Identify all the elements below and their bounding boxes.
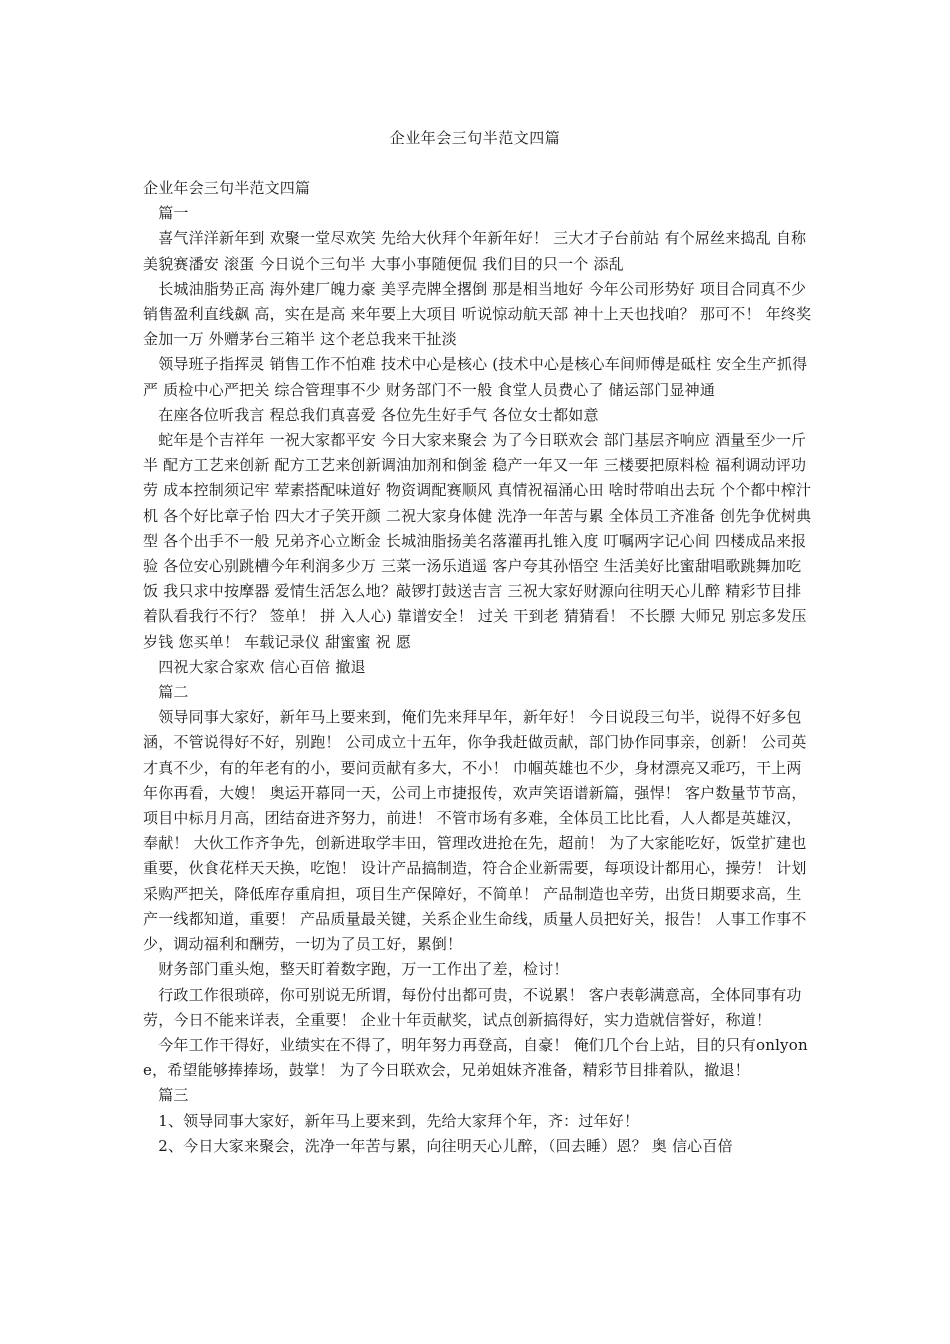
paragraph: 篇二 — [143, 683, 189, 702]
paragraph: 今年工作干得好，业绩实在不得了，明年努力再登高，自豪！ 俺们几个台上站，目的只有onlyone，希望能够捧捧场，鼓掌！ 为了今日联欢会，兄弟姐妹齐准备，精彩节目排着队，撤退！ — [143, 1035, 808, 1080]
paragraph: 领导同事大家好，新年马上要来到，俺们先来拜早年，新年好！ 今日说段三句半，说得不好多包涵，不管说得好不好，别跑！ 公司成立十五年，你争我赶做贡献，部门协作同事亲，创新！ 公司英才真不少，有的年老有的小，要问贡献有多大，不小！ 巾帼英雄也不少，身材漂亮又乖巧，干上两年你再看，大嫂！ 奥运开幕同一天，公司上市捷报传，欢声笑语谱新篇，强悍！ 客户数量节节高，项目中标月月高，团结奋进齐努力，前进！ 不管市场有多难，全体员工比比看，人人都是英雄汉，奉献！ 大伙工作齐争先，创新进取学丰田，管理改进抢在先，超前！ 为了大家能吃好，饭堂扩建也重要，伙食花样天天换，吃饱！ 设计产品搞制造，符合企业新需要，每项设计都用心，操劳！ 计划采购严把关，降低库存重肩担，项目生产保障好，不简单！ 产品制造也辛劳，出货日期要求高，生产一线都知道，重要！ 产品质量最关键，关系企业生命线，质量人员把好关，报告！ 人事工作事不少，调动福利和酬劳，一切为了员工好，累倒！ — [143, 708, 807, 954]
paragraph: 2、今日大家来聚会，洗净一年苦与累，向往明天心儿醉，（回去睡）恩？ 奥 信心百倍 — [143, 1136, 733, 1155]
paragraph: 行政工作很琐碎，你可别说无所谓，每份付出都可贵，不说累！ 客户表彰满意高，全体同事有功劳，今日不能来详表，全重要！ 企业十年贡献奖，试点创新搞得好，实力造就信誉好，称道！ — [143, 985, 802, 1029]
paragraph: 领导班子指挥灵 销售工作不怕难 技术中心是核心 (技术中心是核心车间师傅是砥柱 安全生产抓得严 质检中心严把关 综合管理事不少 财务部门不一般 食堂人员费心了 储运部门显神通 — [143, 355, 808, 399]
document-body — [143, 176, 813, 1159]
document-title: 企业年会三句半范文四篇 — [389, 129, 561, 147]
paragraph: 喜气洋洋新年到 欢聚一堂尽欢笑 先给大伙拜个年新年好！ 三大才子台前站 有个屌丝来捣乱 自称美貌赛潘安 滚蛋 今日说个三句半 大事小事随便侃 我们目的只一个 添乱 — [143, 229, 807, 273]
paragraph: 四祝大家合家欢 信心百倍 撤退 — [143, 657, 366, 676]
paragraph: 蛇年是个吉祥年 一祝大家都平安 今日大家来聚会 为了今日联欢会 部门基层齐响应 酒量至少一斤半 配方工艺来创新 配方工艺来创新调油加剂和倒釜 稳产一年又一年 三楼要把原料检 福利调动评功劳 成本控制须记牢 荤素搭配味道好 物资调配赛顺风 真情祝福涌心田 啥时带咱出去玩 个个都中榨汁机 各个好比章子怡 四大才子笑开颜 二祝大家身体健 洗净一年苦与累 全体员工齐准备 创先争优树典型 各个出手不一般 兄弟齐心立断金 长城油脂扬美名落灌再扎锥入度 叮嘱两字记心间 四楼成品来报验 各位安心别跳槽今年利润多少万 三菜一汤乐逍遥 客户夸其孙悟空 生活美好比蜜甜唱歌跳舞加吃饭 我只求中按摩器 爱情生活怎么地？敲锣打鼓送吉言 三祝大家好财源向往明天心儿醉 精彩节目排着队看我行不行？ 签单！ 拼 入人心) 靠谱安全！ 过关 干到老 猜猜看！ 不长膘 大师兄 别忘多发压岁钱 您买单！ 车载记录仪 甜蜜蜜 祝 愿 — [143, 431, 812, 651]
document-subtitle: 企业年会三句半范文四篇 — [143, 179, 311, 197]
paragraph: 篇一 — [143, 204, 189, 223]
paragraph: 在座各位听我言 程总我们真喜爱 各位先生好手气 各位女士都如意 — [143, 405, 599, 424]
paragraph: 财务部门重头炮，整天盯着数字跑，万一工作出了差，检讨！ — [143, 960, 569, 979]
paragraph: 长城油脂势正高 海外建厂魄力豪 美孚壳牌全撂倒 那是相当地好 今年公司形势好 项目合同真不少 销售盈利直线飙 高，实在是高 来年要上大项目 听说惊动航天部 神十上天也找咱？ 那可不！ 年终奖金加一万 外赠茅台三箱半 这个老总我来干扯淡 — [143, 279, 812, 349]
paragraph: 1、领导同事大家好，新年马上要来到，先给大家拜个年，齐：过年好！ — [143, 1111, 640, 1130]
paragraph: 篇三 — [143, 1086, 189, 1105]
